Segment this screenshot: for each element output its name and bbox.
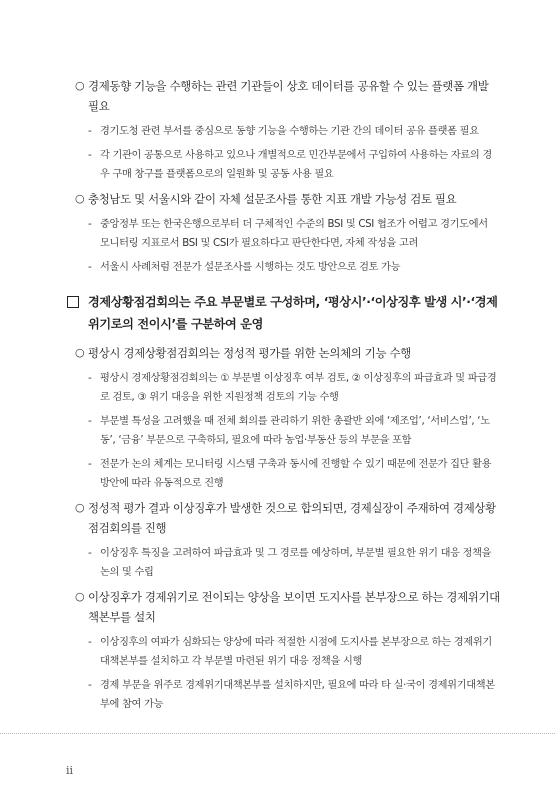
bullet-circle: [75, 189, 500, 209]
bullet-text: 평상시 경제상황점검회의는 정성적 평가를 위한 논의체의 기능 수행: [88, 346, 411, 360]
bullet-dash: [88, 544, 500, 582]
dash-bullet-icon: -: [88, 636, 92, 648]
sub-bullet-text: 중앙정부 또는 한국은행으로부터 더 구체적인 수준의 BSI 및 CSI 협조가 어렵고 경기도에서 모니터링 지표로서 BSI 및 CSI가 필요하다고 판단한다면, 자체 작성을 고려: [100, 219, 488, 249]
bullet-circle: [75, 587, 500, 627]
sub-bullet-text: 이상징후의 여파가 심화되는 양상에 따라 적절한 시점에 도지사를 본부장으로 하는 경제위기대책본부를 설치하고 각 부문별 마련된 위기 대응 정책을 시행: [100, 637, 492, 667]
bullet-dash: [88, 633, 500, 671]
square-bullet-icon: [67, 296, 79, 308]
bullet-text: 정성적 평가 결과 이상징후가 발생한 것으로 합의되면, 경제실장이 주재하여 경제상황점검회의를 진행: [88, 501, 496, 535]
bullet-dash: [88, 122, 500, 141]
bullet-dash: [88, 455, 500, 493]
bullet-dash: [88, 412, 500, 450]
bullet-text: 충청남도 및 서울시와 같이 자체 설문조사를 통한 지표 개발 가능성 검토 필요: [88, 192, 457, 206]
section-heading-text: 경제상황점검회의는 주요 부문별로 구성하며, ‘평상시’·‘이상징후 발생 시’·‘경제위기로의 전이시’를 구분하여 운영: [88, 295, 498, 331]
dash-bullet-icon: -: [88, 458, 92, 470]
bullet-dash: [88, 215, 500, 253]
section-heading: [67, 291, 500, 335]
circle-bullet-icon: ○: [75, 79, 85, 92]
sub-bullet-text: 평상시 경제상황점검회의는 ① 부문별 이상징후 여부 검토, ② 이상징후의 파급효과 및 파급경로 검토, ③ 위기 대응을 위한 지원정책 검토의 기능 수행: [100, 373, 497, 403]
circle-bullet-icon: ○: [75, 590, 85, 603]
bullet-dash: [88, 258, 500, 277]
dash-bullet-icon: -: [88, 261, 92, 273]
sub-bullet-text: 이상징후 특징을 고려하여 파급효과 및 그 경로를 예상하며, 부문별 필요한 위기 대응 정책을 논의 및 수립: [100, 548, 492, 578]
bullet-text: 경제동향 기능을 수행하는 관련 기관들이 상호 데이터를 공유할 수 있는 플랫폼 개발 필요: [88, 79, 489, 113]
bullet-circle: [75, 343, 500, 363]
sub-bullet-text: 전문가 논의 체계는 모니터링 시스템 구축과 동시에 진행할 수 있기 때문에 전문가 집단 활용 방안에 따라 유동적으로 진행: [100, 459, 492, 489]
bullet-dash: [88, 369, 500, 407]
dash-bullet-icon: -: [88, 125, 92, 137]
dash-bullet-icon: -: [88, 149, 92, 161]
document-body: [75, 76, 500, 719]
dash-bullet-icon: -: [88, 372, 92, 384]
bullet-dash: [88, 146, 500, 184]
dash-bullet-icon: -: [88, 547, 92, 559]
sub-bullet-text: 서울시 사례처럼 전문가 설문조사를 시행하는 것도 방안으로 검토 가능: [100, 262, 401, 273]
bullet-circle: [75, 76, 500, 116]
sub-bullet-text: 경제 부문을 위주로 경제위기대책본부를 설치하지만, 필요에 따라 타 실·국이 경제위기대책본부에 참여 가능: [100, 680, 495, 710]
dash-bullet-icon: -: [88, 415, 92, 427]
bullet-circle: [75, 498, 500, 538]
footer-divider: [0, 733, 555, 734]
sub-bullet-text: 경기도청 관련 부서를 중심으로 동향 기능을 수행하는 기관 간의 데이터 공유 플랫폼 필요: [100, 126, 479, 137]
circle-bullet-icon: ○: [75, 501, 85, 514]
sub-bullet-text: 부문별 특성을 고려했을 때 전체 회의를 관리하기 위한 총괄반 외에 ‘제조업’, ‘서비스업’, ‘노동’, ‘금융’ 부문으로 구축하되, 필요에 따라 농업·부동산 등의 부문을 포함: [100, 416, 490, 446]
bullet-text: 이상징후가 경제위기로 전이되는 양상을 보이면 도지사를 본부장으로 하는 경제위기대책본부를 설치: [88, 590, 500, 624]
bullet-dash: [88, 676, 500, 714]
page-number: ii: [66, 764, 74, 777]
dash-bullet-icon: -: [88, 218, 92, 230]
circle-bullet-icon: ○: [75, 192, 85, 205]
dash-bullet-icon: -: [88, 679, 92, 691]
circle-bullet-icon: ○: [75, 346, 85, 359]
sub-bullet-text: 각 기관이 공통으로 사용하고 있으나 개별적으로 민간부문에서 구입하여 사용하는 자료의 경우 구매 창구를 플랫폼으로의 일원화 및 공동 사용 필요: [100, 150, 492, 180]
